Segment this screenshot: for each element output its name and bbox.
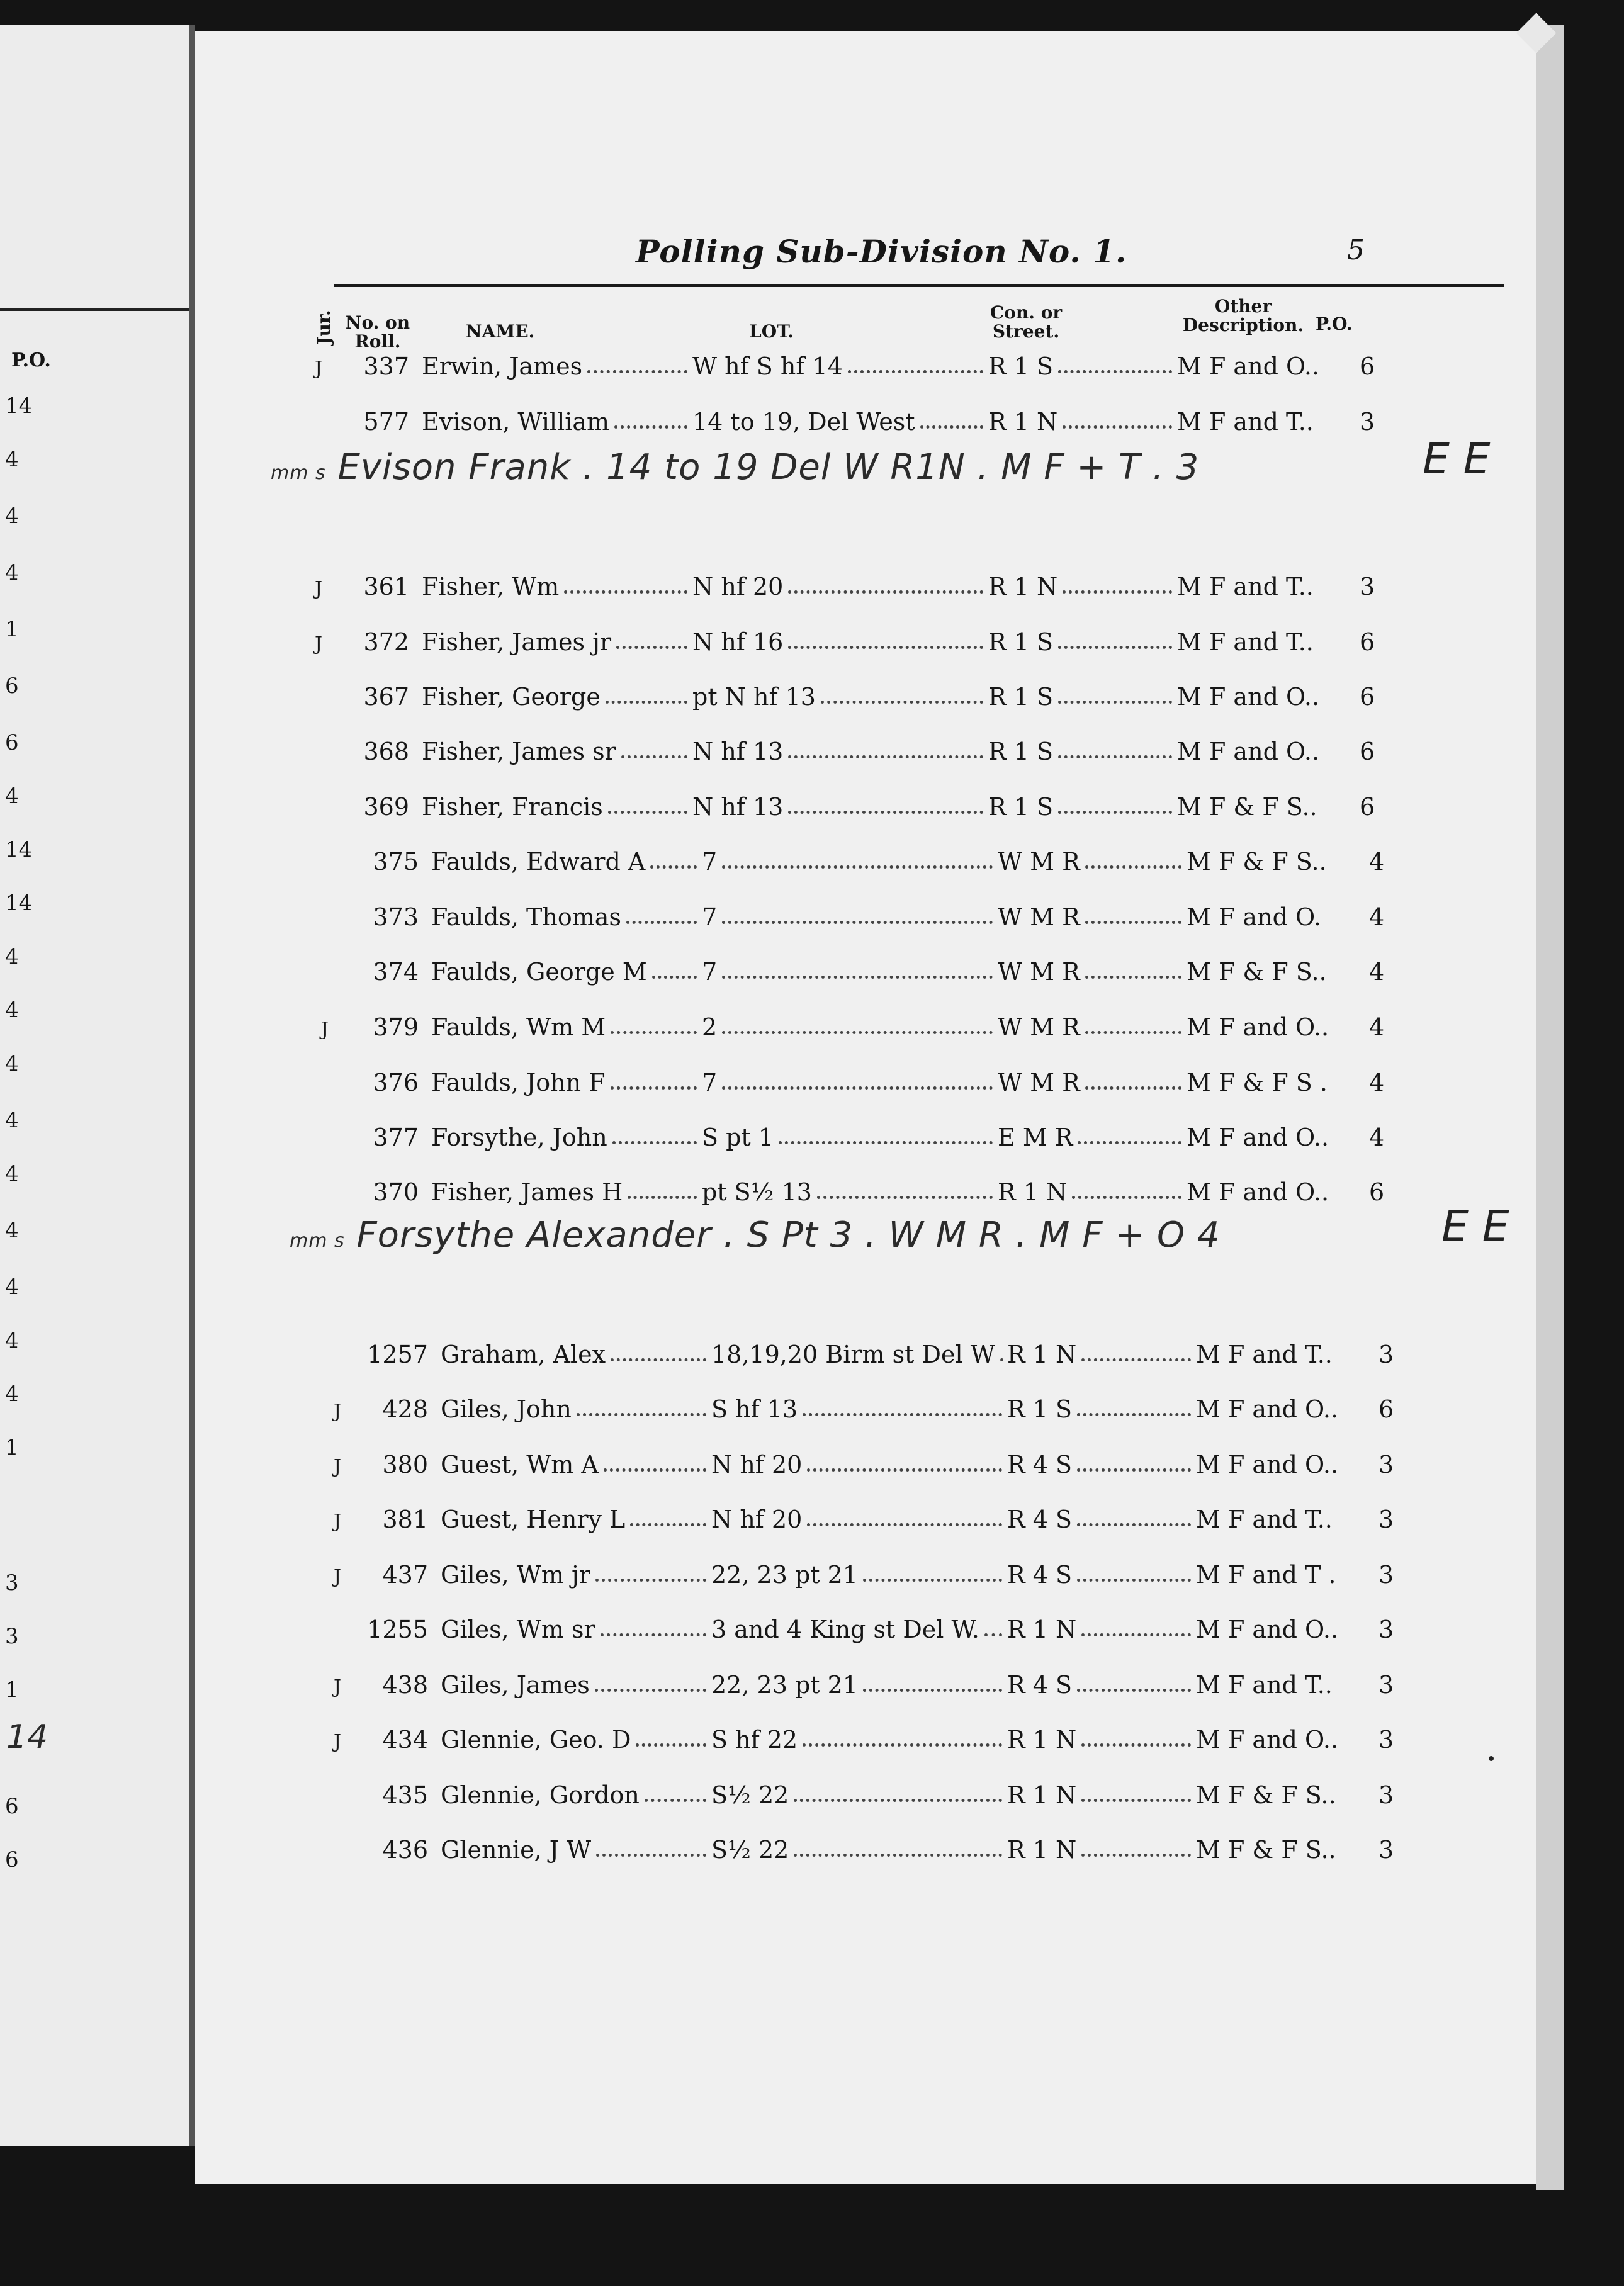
cell-con: W M R — [998, 848, 1080, 876]
leader-dots — [722, 1031, 993, 1034]
table-row — [195, 738, 1536, 775]
page-edge — [1536, 25, 1564, 2190]
cell-po: 4 — [1369, 958, 1385, 986]
cell-desc: M F & F S.. — [1187, 958, 1327, 986]
cell-desc: M F and O.. — [1196, 1451, 1339, 1478]
leader-dots — [788, 755, 983, 758]
leader-dots — [848, 370, 983, 373]
leader-dots — [1085, 1086, 1181, 1090]
leader-dots — [794, 1854, 1002, 1857]
left-po-value: 1 — [5, 617, 19, 642]
leader-dots — [807, 1523, 1002, 1526]
cell-con: R 1 S — [988, 683, 1053, 711]
leader-dots — [612, 1141, 697, 1144]
leader-dots — [1081, 1633, 1191, 1636]
cell-con: R 4 S — [1007, 1671, 1072, 1699]
left-page — [0, 25, 195, 2146]
table-row — [195, 848, 1536, 886]
cell-po: 3 — [1379, 1506, 1394, 1533]
table-row — [195, 1836, 1536, 1874]
table-row — [195, 1671, 1536, 1709]
cell-desc: M F and T.. — [1177, 628, 1314, 656]
leader-dots — [1077, 1689, 1191, 1692]
leader-dots — [1081, 1854, 1191, 1857]
cell-po: 3 — [1360, 408, 1375, 436]
table-row — [195, 1123, 1536, 1161]
cell-no: 373 — [373, 903, 419, 931]
table-row — [195, 1178, 1536, 1216]
cell-no: 370 — [373, 1178, 419, 1206]
handwritten-entry-2: mm s Forsythe Alexander . S Pt 3 . W M R . M F + O 4 — [290, 1215, 1221, 1256]
cell-desc: M F & F S.. — [1196, 1836, 1336, 1864]
leader-dots — [817, 1196, 993, 1199]
header-rule — [334, 284, 1504, 287]
cell-name: Guest, Wm A — [441, 1451, 599, 1478]
cell-no: 381 — [382, 1506, 428, 1533]
leader-dots — [1085, 1031, 1181, 1034]
leader-dots — [984, 1633, 1002, 1636]
cell-po: 4 — [1369, 1123, 1385, 1151]
table-row — [195, 1069, 1536, 1106]
left-po-value: 3 — [5, 1570, 19, 1596]
leader-dots — [1058, 811, 1172, 814]
leader-dots — [596, 1854, 706, 1857]
leader-dots — [1081, 1358, 1191, 1361]
cell-jur: J — [315, 578, 323, 600]
cell-lot: 3 and 4 King st Del W. — [711, 1616, 979, 1643]
left-po-value: 4 — [5, 944, 19, 969]
cell-desc: M F and O. — [1187, 903, 1321, 931]
cell-name: Fisher, George — [422, 683, 601, 711]
leader-dots — [564, 590, 687, 594]
cell-no: 372 — [363, 628, 409, 656]
cell-lot: 22, 23 pt 21 — [711, 1561, 858, 1589]
leader-dots — [821, 701, 983, 704]
cell-desc: M F and O.. — [1177, 738, 1320, 765]
left-po-value: 4 — [5, 1328, 19, 1353]
cell-name: Fisher, Francis — [422, 793, 603, 821]
cell-desc: M F & F S.. — [1177, 793, 1317, 821]
cell-name: Glennie, J W — [441, 1836, 592, 1864]
cell-jur: J — [334, 1566, 342, 1588]
cell-name: Fisher, James sr — [422, 738, 616, 765]
cell-no: 1255 — [367, 1616, 428, 1643]
leader-dots — [1081, 1743, 1191, 1747]
table-row — [195, 1451, 1536, 1489]
cell-con: W M R — [998, 903, 1080, 931]
cell-po: 3 — [1379, 1726, 1394, 1754]
left-po-value: 3 — [5, 1624, 19, 1649]
cell-name: Fisher, Wm — [422, 573, 560, 600]
cell-name: Fisher, James jr — [422, 628, 612, 656]
cell-no: 374 — [373, 958, 419, 986]
cell-lot: S½ 22 — [711, 1836, 789, 1864]
cell-po: 6 — [1360, 352, 1375, 380]
handwritten-mark-2: E E — [1441, 1202, 1509, 1252]
cell-desc: M F & F S . — [1187, 1069, 1328, 1096]
cell-jur: J — [334, 1511, 342, 1533]
left-po-value: 4 — [5, 1275, 19, 1300]
left-po-value: 1 — [5, 1435, 19, 1460]
left-po-value: 4 — [5, 1051, 19, 1076]
cell-desc: M F and T . — [1196, 1561, 1336, 1589]
cell-no: 380 — [382, 1451, 428, 1478]
left-po-value: 4 — [5, 998, 19, 1023]
leader-dots — [788, 811, 983, 814]
cell-desc: M F & F S.. — [1196, 1781, 1336, 1809]
cell-desc: M F and T.. — [1177, 573, 1314, 600]
cell-po: 3 — [1379, 1341, 1394, 1368]
column-header-po: P.O. — [1316, 313, 1353, 334]
cell-po: 3 — [1379, 1781, 1394, 1809]
cell-po: 6 — [1360, 793, 1375, 821]
cell-lot: 7 — [702, 903, 718, 931]
cell-lot: N hf 20 — [711, 1506, 803, 1533]
column-header-no: No. on Roll. — [345, 312, 410, 352]
table-row — [195, 683, 1536, 721]
cell-jur: J — [334, 1731, 342, 1753]
left-po-value: 14 — [5, 393, 33, 419]
cell-po: 3 — [1379, 1836, 1394, 1864]
cell-desc: M F and O.. — [1177, 683, 1320, 711]
cell-no: 368 — [363, 738, 409, 765]
leader-dots — [652, 976, 697, 979]
leader-dots — [807, 1468, 1002, 1472]
table-row — [195, 573, 1536, 611]
cell-lot: N hf 13 — [692, 738, 784, 765]
cell-no: 1257 — [367, 1341, 428, 1368]
cell-lot: N hf 16 — [692, 628, 784, 656]
cell-po: 6 — [1369, 1178, 1385, 1206]
cell-no: 435 — [382, 1781, 428, 1809]
cell-con: R 1 S — [988, 352, 1053, 380]
leader-dots — [645, 1799, 706, 1802]
left-po-value: 14 — [5, 837, 33, 862]
cell-name: Evison, William — [422, 408, 610, 436]
table-row — [195, 903, 1536, 941]
leader-dots — [788, 590, 983, 594]
cell-desc: M F and O.. — [1187, 1178, 1329, 1206]
cell-name: Glennie, Geo. D — [441, 1726, 631, 1754]
cell-po: 6 — [1379, 1395, 1394, 1423]
cell-name: Guest, Henry L — [441, 1506, 626, 1533]
cell-no: 434 — [382, 1726, 428, 1754]
table-row — [195, 408, 1536, 446]
register-page — [195, 31, 1536, 2184]
leader-dots — [611, 1031, 697, 1034]
cell-jur: J — [315, 358, 323, 380]
table-row — [195, 352, 1536, 390]
leader-dots — [1063, 425, 1172, 429]
leader-dots — [595, 1579, 706, 1582]
cell-lot: S hf 22 — [711, 1726, 798, 1754]
column-header-lot: LOT. — [749, 321, 794, 342]
cell-no: 436 — [382, 1836, 428, 1864]
table-row — [195, 1616, 1536, 1653]
leader-dots — [577, 1413, 706, 1416]
cell-desc: M F and T.. — [1196, 1506, 1333, 1533]
cell-con: R 1 N — [1007, 1836, 1077, 1864]
cell-con: R 1 N — [1007, 1781, 1077, 1809]
leader-dots — [1058, 701, 1172, 704]
cell-name: Forsythe, John — [431, 1123, 607, 1151]
cell-lot: 14 to 19, Del West — [692, 408, 915, 436]
cell-name: Giles, John — [441, 1395, 572, 1423]
cell-name: Giles, Wm jr — [441, 1561, 590, 1589]
cell-no: 437 — [382, 1561, 428, 1589]
leader-dots — [587, 370, 687, 373]
leader-dots — [1077, 1468, 1191, 1472]
cell-con: R 1 N — [988, 573, 1058, 600]
cell-jur: J — [321, 1018, 329, 1040]
leader-dots — [1077, 1413, 1191, 1416]
leader-dots — [722, 976, 993, 979]
cell-lot: N hf 20 — [711, 1451, 803, 1478]
cell-con: R 1 S — [1007, 1395, 1072, 1423]
cell-lot: 2 — [702, 1013, 718, 1041]
cell-desc: M F and T.. — [1196, 1341, 1333, 1368]
cell-desc: M F and O.. — [1187, 1123, 1329, 1151]
cell-lot: 18,19,20 Birm st Del W — [711, 1341, 995, 1368]
left-po-value: 6 — [5, 730, 19, 755]
cell-no: 367 — [363, 683, 409, 711]
cell-desc: M F & F S.. — [1187, 848, 1327, 876]
leader-dots — [614, 425, 687, 429]
left-po-value: 4 — [5, 784, 19, 809]
cell-no: 337 — [363, 352, 409, 380]
cell-con: R 1 S — [988, 738, 1053, 765]
cell-con: R 1 N — [1007, 1341, 1077, 1368]
cell-no: 361 — [363, 573, 409, 600]
cell-no: 369 — [363, 793, 409, 821]
cell-no: 438 — [382, 1671, 428, 1699]
cell-lot: pt N hf 13 — [692, 683, 816, 711]
leader-dots — [611, 1086, 697, 1090]
cell-name: Fisher, James H — [431, 1178, 623, 1206]
cell-name: Graham, Alex — [441, 1341, 606, 1368]
leader-dots — [1085, 976, 1181, 979]
table-row — [195, 1726, 1536, 1764]
cell-con: R 4 S — [1007, 1561, 1072, 1589]
cell-desc: M F and O.. — [1196, 1726, 1339, 1754]
leader-dots — [606, 701, 687, 704]
leader-dots — [1085, 921, 1181, 924]
cell-con: R 1 N — [998, 1178, 1068, 1206]
leader-dots — [803, 1743, 1002, 1747]
cell-lot: 7 — [702, 848, 718, 876]
table-row — [195, 793, 1536, 831]
left-po-header: P.O. — [11, 349, 51, 371]
cell-po: 6 — [1360, 628, 1375, 656]
cell-po: 6 — [1360, 738, 1375, 765]
leader-dots — [779, 1141, 993, 1144]
cell-con: W M R — [998, 1013, 1080, 1041]
left-po-value: 1 — [5, 1677, 19, 1703]
cell-jur: J — [334, 1456, 342, 1478]
cell-lot: 7 — [702, 958, 718, 986]
cell-desc: M F and T.. — [1196, 1671, 1333, 1699]
cell-con: R 1 N — [1007, 1616, 1077, 1643]
cell-po: 4 — [1369, 848, 1385, 876]
cell-name: Giles, Wm sr — [441, 1616, 595, 1643]
leader-dots — [722, 921, 993, 924]
cell-lot: S pt 1 — [702, 1123, 774, 1151]
table-row — [195, 1781, 1536, 1819]
table-row — [195, 958, 1536, 996]
leader-dots — [794, 1799, 1002, 1802]
left-po-value: 6 — [5, 1794, 19, 1819]
leader-dots — [1078, 1141, 1181, 1144]
cell-po: 6 — [1360, 683, 1375, 711]
cell-po: 4 — [1369, 1013, 1385, 1041]
cell-jur: J — [334, 1400, 342, 1422]
leader-dots — [863, 1689, 1002, 1692]
cell-con: R 4 S — [1007, 1506, 1072, 1533]
leader-dots — [1000, 1358, 1002, 1361]
cell-name: Faulds, George M — [431, 958, 647, 986]
cell-no: 376 — [373, 1069, 419, 1096]
left-po-value: 4 — [5, 1108, 19, 1133]
leader-dots — [601, 1633, 706, 1636]
leader-dots — [863, 1579, 1002, 1582]
cell-name: Faulds, Wm M — [431, 1013, 606, 1041]
cell-lot: 22, 23 pt 21 — [711, 1671, 858, 1699]
cell-name: Faulds, Edward A — [431, 848, 646, 876]
cell-lot: pt S½ 13 — [702, 1178, 812, 1206]
left-po-value: 4 — [5, 504, 19, 529]
leader-dots — [1077, 1579, 1191, 1582]
column-header-con: Con. or Street. — [990, 302, 1063, 342]
cell-lot: W hf S hf 14 — [692, 352, 843, 380]
column-header-name: NAME. — [466, 321, 535, 342]
cell-desc: M F and T.. — [1177, 408, 1314, 436]
cell-po: 3 — [1379, 1451, 1394, 1478]
column-header-desc: Other Description. — [1182, 296, 1304, 335]
cell-no: 577 — [363, 408, 409, 436]
leader-dots — [616, 646, 687, 649]
leader-dots — [1058, 370, 1172, 373]
leader-dots — [1077, 1523, 1191, 1526]
left-po-value: 14 — [5, 891, 33, 916]
cell-lot: S hf 13 — [711, 1395, 798, 1423]
leader-dots — [621, 755, 687, 758]
page-number: 5 — [1347, 234, 1365, 266]
cell-po: 4 — [1369, 1069, 1385, 1096]
cell-desc: M F and O.. — [1187, 1013, 1329, 1041]
cell-po: 3 — [1379, 1561, 1394, 1589]
leader-dots — [595, 1689, 706, 1692]
cell-no: 377 — [373, 1123, 419, 1151]
cell-con: R 1 N — [1007, 1726, 1077, 1754]
cell-no: 379 — [373, 1013, 419, 1041]
left-handwritten-note: 14 — [6, 1718, 48, 1756]
cell-po: 4 — [1369, 903, 1385, 931]
cell-lot: 7 — [702, 1069, 718, 1096]
column-header-jur: Jur. — [313, 310, 334, 345]
leader-dots — [1081, 1799, 1191, 1802]
leader-dots — [1058, 755, 1172, 758]
cell-con: R 1 S — [988, 628, 1053, 656]
handwritten-mark-1: E E — [1423, 434, 1491, 484]
table-row — [195, 628, 1536, 666]
leader-dots — [604, 1468, 706, 1472]
leader-dots — [636, 1743, 706, 1747]
cell-name: Erwin, James — [422, 352, 583, 380]
leader-dots — [1063, 590, 1172, 594]
cell-no: 375 — [373, 848, 419, 876]
cell-con: W M R — [998, 958, 1080, 986]
cell-desc: M F and O.. — [1196, 1616, 1339, 1643]
table-row — [195, 1506, 1536, 1543]
left-po-value: 6 — [5, 1847, 19, 1872]
table-row — [195, 1013, 1536, 1051]
cell-con: R 4 S — [1007, 1451, 1072, 1478]
cell-name: Glennie, Gordon — [441, 1781, 640, 1809]
cell-po: 3 — [1379, 1616, 1394, 1643]
leader-dots — [1072, 1196, 1181, 1199]
leader-dots — [626, 921, 697, 924]
cell-jur: J — [315, 633, 323, 655]
cell-name: Faulds, Thomas — [431, 903, 621, 931]
leader-dots — [920, 425, 983, 429]
cell-jur: J — [334, 1676, 342, 1698]
leader-dots — [788, 646, 983, 649]
ink-speck — [1489, 1756, 1494, 1761]
leader-dots — [650, 865, 697, 869]
table-row — [195, 1561, 1536, 1599]
cell-desc: M F and O.. — [1177, 352, 1320, 380]
cell-con: W M R — [998, 1069, 1080, 1096]
leader-dots — [1085, 865, 1181, 869]
cell-desc: M F and O.. — [1196, 1395, 1339, 1423]
leader-dots — [722, 1086, 993, 1090]
cell-name: Giles, James — [441, 1671, 590, 1699]
left-po-value: 4 — [5, 447, 19, 472]
cell-po: 3 — [1360, 573, 1375, 600]
leader-dots — [611, 1358, 706, 1361]
left-po-value: 4 — [5, 560, 19, 585]
left-po-value: 6 — [5, 673, 19, 699]
page-title: Polling Sub-Division No. 1. — [636, 233, 1127, 270]
left-po-value: 4 — [5, 1218, 19, 1243]
cell-con: R 1 S — [988, 793, 1053, 821]
cell-po: 3 — [1379, 1671, 1394, 1699]
table-row — [195, 1341, 1536, 1378]
cell-lot: S½ 22 — [711, 1781, 789, 1809]
handwritten-entry-1: mm s Evison Frank . 14 to 19 Del W R1N . M F + T . 3 — [271, 447, 1200, 488]
leader-dots — [803, 1413, 1002, 1416]
cell-con: R 1 N — [988, 408, 1058, 436]
table-row — [195, 1395, 1536, 1433]
left-page-rule — [0, 308, 189, 311]
cell-name: Faulds, John F — [431, 1069, 606, 1096]
cell-lot: N hf 20 — [692, 573, 784, 600]
cell-lot: N hf 13 — [692, 793, 784, 821]
leader-dots — [1058, 646, 1172, 649]
cell-no: 428 — [382, 1395, 428, 1423]
leader-dots — [608, 811, 687, 814]
leader-dots — [628, 1196, 697, 1199]
left-po-value: 4 — [5, 1161, 19, 1186]
left-po-value: 4 — [5, 1382, 19, 1407]
cell-con: E M R — [998, 1123, 1073, 1151]
leader-dots — [630, 1523, 706, 1526]
leader-dots — [722, 865, 993, 869]
